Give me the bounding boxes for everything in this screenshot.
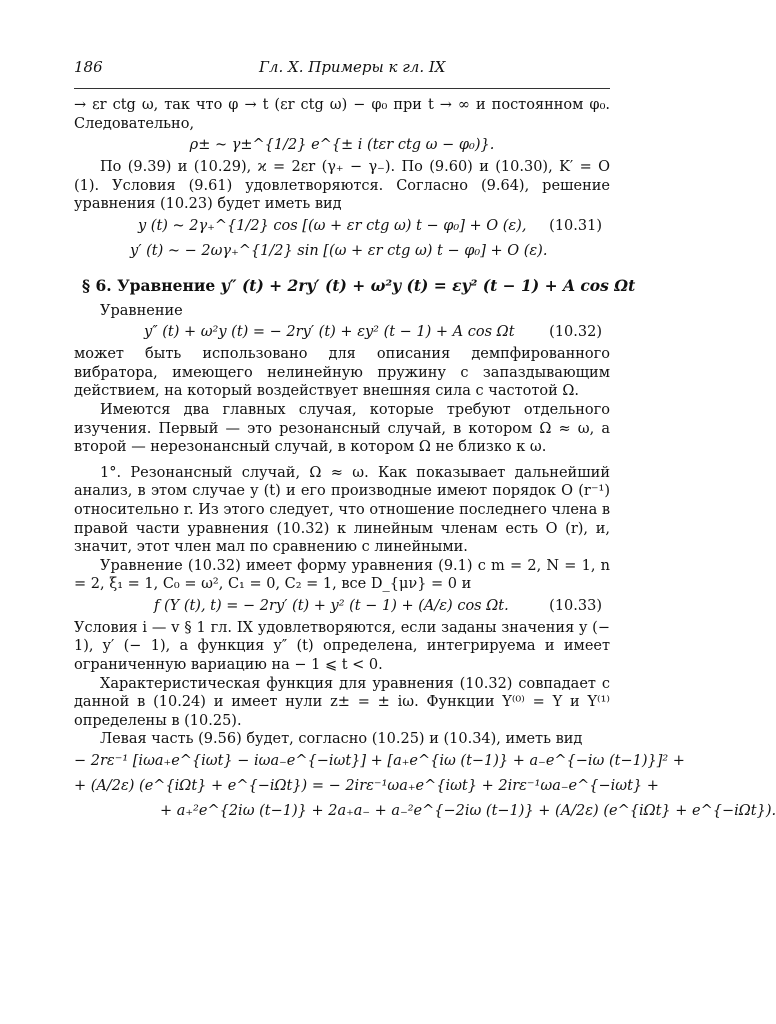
formula: ρ± ~ γ±^{1/2} e^{± i (tεr ctg ω − φ₀)}. [189,137,495,154]
equation-expansion-1 [74,749,685,774]
paragraph-left-side: Левая часть (9.56) будет, согласно (10.25) и (10.34), иметь вид [100,731,583,748]
section-label: § 6. Уравнение [82,275,216,295]
equation-number: (10.33) [549,597,602,614]
equation-10-33 [74,594,610,619]
page-header [74,58,610,80]
page-body [74,96,776,824]
equation-rho [74,133,610,158]
equation-10-31 [74,214,610,239]
running-title: Гл. X. Примеры к гл. IX [259,58,446,76]
formula: − 2rε⁻¹ [iωa₊e^{iωt} − iωa₋e^{−iωt}] + [a₊e^{iω (t−1)} + a₋e^{−iω (t−1)}]² + [74,753,685,770]
equation-derivative [74,239,610,264]
paragraph-two-cases: Имеются два главных случая, которые требуют отдельного изучения. Первый — это резонансный случай, в котором Ω ≈ ω, а второй — нерезонансный случай, в котором Ω не близко к ω. [74,401,610,456]
paragraph-form: Уравнение (10.32) имеет форму уравнения (9.1) с m = 2, N = 1, n = 2, ξ₁ = 1, C₀ = ω², C₁ = 0, C₂ = 1, все D_{μν} = 0 и [74,557,610,593]
section-formula: y″ (t) + 2ry′ (t) + ω²y (t) = εy² (t − 1) + A cos Ωt [220,275,636,295]
paragraph-resonant-case: 1°. Резонансный случай, Ω ≈ ω. Как показывает дальнейший анализ, в этом случае y (t) и его производные имеют порядок O (r⁻¹) относительно r. Из этого следует, что отношение последнего члена в правой части уравнения (10.32) к линейным членам есть O (r), и, значит, этот член мал по сравнению с линейными. [74,464,610,556]
paragraph-limit: → εr ctg ω, так что φ → t (εr ctg ω) − φ₀ при t → ∞ и постоянном φ₀. Следовательно, [74,97,610,132]
equation-expansion-2 [74,774,659,799]
paragraph-conditions: По (9.39) и (10.29), ϰ = 2εr (γ₊ − γ₋). По (9.60) и (10.30), K′ = O (1). Условия (9.61) удовлетворяются. Согласно (9.64), решение уравнения (10.23) будет иметь вид [74,159,610,213]
formula: y″ (t) + ω²y (t) = − 2ry′ (t) + εy² (t − 1) + A cos Ωt [144,324,515,341]
paragraph-description: может быть использовано для описания демпфированного вибратора, имеющего нелинейную пружину с запаздывающим действием, на который воздействует внешняя сила с частотой Ω. [74,346,610,400]
equation-number: (10.31) [549,217,602,234]
formula: f (Y (t), t) = − 2ry′ (t) + y² (t − 1) + (A/ε) cos Ωt. [154,597,509,614]
section-heading [74,275,636,296]
page-number: 186 [74,58,103,76]
formula: y′ (t) ~ − 2ωγ₊^{1/2} sin [(ω + εr ctg ω) t − φ₀] + O (ε). [130,242,548,259]
formula: + (A/2ε) (e^{iΩt} + e^{−iΩt}) = − 2irε⁻¹ωa₊e^{iωt} + 2irε⁻¹ωa₋e^{−iωt} + [74,778,659,795]
formula: y (t) ~ 2γ₊^{1/2} cos [(ω + εr ctg ω) t − φ₀] + O (ε), [138,217,527,234]
paragraph-equation-intro: Уравнение [100,302,183,319]
paragraph-conditions-i-v: Условия i — v § 1 гл. IX удовлетворяются, если заданы значения y (− 1), y′ (− 1), а функция y″ (t) определена, интегрируема и имеет ограниченную вариацию на − 1 ⩽ t < 0. [74,619,610,674]
equation-expansion-3 [74,799,776,824]
equation-number: (10.32) [549,324,602,341]
equation-10-32 [74,320,610,345]
paragraph-characteristic: Характеристическая функция для уравнения (10.32) совпадает с данной в (10.24) и имеет нули z± = ± iω. Функции Y⁽⁰⁾ = Y и Y⁽¹⁾ определены в (10.25). [74,675,610,729]
header-rule [74,88,610,89]
formula: + a₊²e^{2iω (t−1)} + 2a₊a₋ + a₋²e^{−2iω (t−1)} + (A/2ε) (e^{iΩt} + e^{−iΩt}). [160,803,776,820]
